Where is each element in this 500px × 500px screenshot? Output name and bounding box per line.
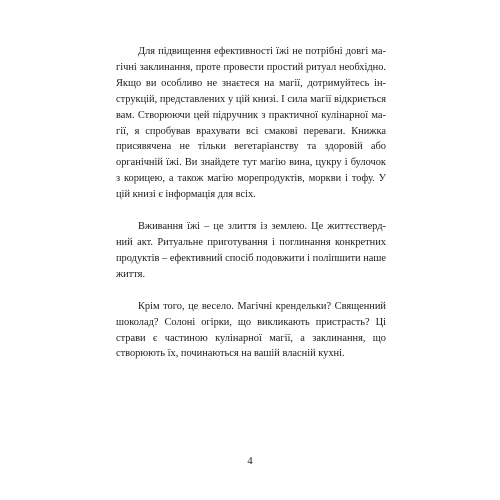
paragraph-2: Вживання їжі – це злиття із землею. Це життєствердний акт. Ритуальне приготування і поглинання конкретних продуктів – ефективний спосіб подовжити і поліпшити наше життя. — [116, 221, 386, 280]
page-number: 4 — [247, 456, 253, 467]
body-text — [116, 44, 386, 378]
paragraph-1: Для підвищення ефективності їжі не потрібні довгі магічні заклинання, проте провести простий ритуал необхідно. Якщо ви особливо не знаєтеся на магії, дотримуйтесь інструкцій, представлених у цій книзі. І сила магії відкриється вам. Створюючи цей підручник з практичної кулінарної магії, я спробував врахувати всі смакові переваги. Книжка присявячена не тільки вегетаріанству та здоровій або органічній їжі. Ви знайдете тут магію вина, цукру і булочок з корицею, а також магію морепродуктів, моркви і тофу. У цій книзі є інформація для всіх. — [116, 46, 386, 201]
paragraph-3: Крім того, це весело. Магічні крендельки? Священний шоколад? Солоні огірки, що викликають пристрасть? Ці страви є частиною кулінарної магії, а заклинання, що створюють їх, починаються на вашій власній кухні. — [116, 300, 386, 360]
